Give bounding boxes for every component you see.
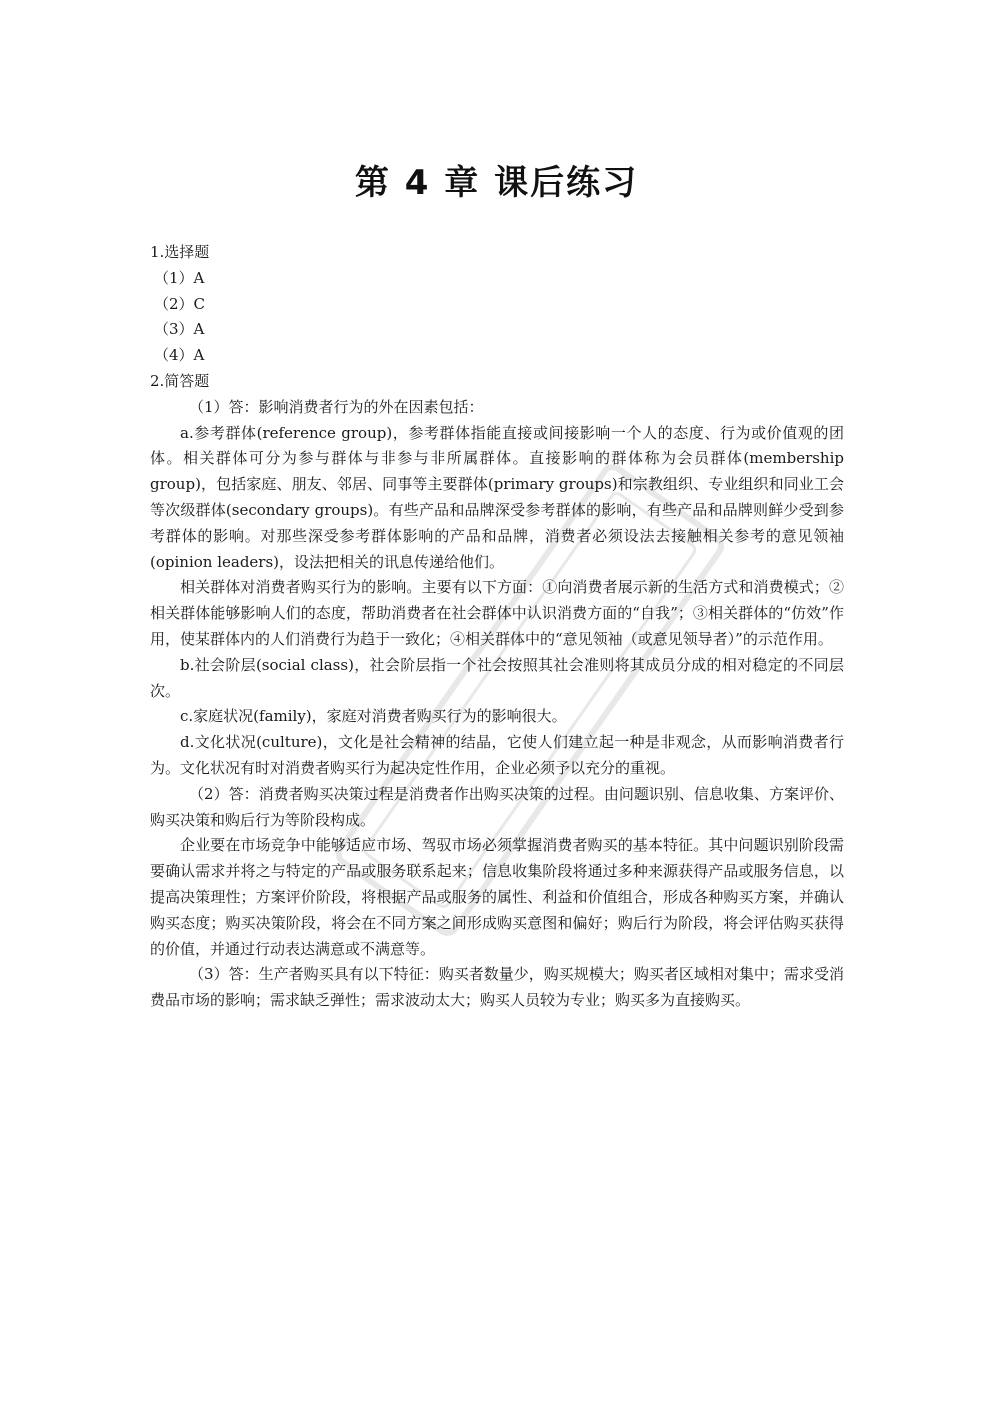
answer-item: （2）C [154, 294, 206, 313]
section-heading-choice: 1.选择题 [150, 243, 210, 261]
q3-intro: （3）答：生产者购买具有以下特征：购买者数量少，购买规模大；购买者区域相对集中；需求受消费品市场的影响；需求缺乏弹性；需求波动太大；购买人员较为专业；购买多为直接购买。 [150, 965, 844, 1010]
answer-item: （1）A [154, 268, 205, 287]
page-title: 第 4 章 课后练习 [354, 163, 639, 203]
q2-intro: （2）答：消费者购买决策过程是消费者作出购买决策的过程。由问题识别、信息收集、方案评价、购买决策和购后行为等阶段构成。 [150, 784, 844, 829]
q1-part-b: b.社会阶层(social class)，社会阶层指一个社会按照其社会准则将其成员分成的相对稳定的不同层次。 [150, 655, 844, 700]
document-body [150, 240, 844, 1014]
q1-intro: （1）答：影响消费者行为的外在因素包括： [189, 397, 484, 416]
q1-part-a: a.参考群体(reference group)，参考群体指能直接或间接影响一个人的态度、行为或价值观的团体。相关群体可分为参与群体与非参与非所属群体。直接影响的群体称为会员群体(membership group)，包括家庭、朋友、邻居、同事等主要群体(primary groups)和宗教组织、专业组织和同业工会等次级群体(secondary groups)。有些产品和品牌深受参考群体的影响，有些产品和品牌则鲜少受到参考群体的影响。对那些深受参考群体影响的产品和品牌，消费者必须设法去接触相关参考的意见领袖(opinion leaders)，设法把相关的讯息传递给他们。 [150, 423, 844, 571]
q1-part-a-influence: 相关群体对消费者购买行为的影响。主要有以下方面：①向消费者展示新的生活方式和消费模式；②相关群体能够影响人们的态度，帮助消费者在社会群体中认识消费方面的“自我”；③相关群体的“仿效”作用，使某群体内的人们消费行为趋于一致化；④相关群体中的“意见领袖（或意见领导者）”的示范作用。 [150, 578, 844, 648]
section-heading-short-answer: 2.简答题 [150, 371, 210, 390]
answer-item: （4）A [154, 346, 205, 365]
answer-item: （3）A [154, 320, 205, 339]
q1-part-c: c.家庭状况(family)，家庭对消费者购买行为的影响很大。 [180, 707, 567, 726]
q1-part-d: d.文化状况(culture)，文化是社会精神的结晶，它使人们建立起一种是非观念，从而影响消费者行为。文化状况有时对消费者购买行为起决定性作用，企业必须予以充分的重视。 [150, 733, 844, 777]
q2-body: 企业要在市场竞争中能够适应市场、驾驭市场必须掌握消费者购买的基本特征。其中问题识别阶段需要确认需求并将之与特定的产品或服务联系起来；信息收集阶段将通过多种来源获得产品或服务信息，以提高决策理性；方案评价阶段，将根据产品或服务的属性、利益和价值组合，形成各种购买方案，并确认购买态度；购买决策阶段，将会在不同方案之间形成购买意图和偏好；购后行为阶段，将会评估购买获得的价值，并通过行动表达满意或不满意等。 [150, 836, 844, 958]
